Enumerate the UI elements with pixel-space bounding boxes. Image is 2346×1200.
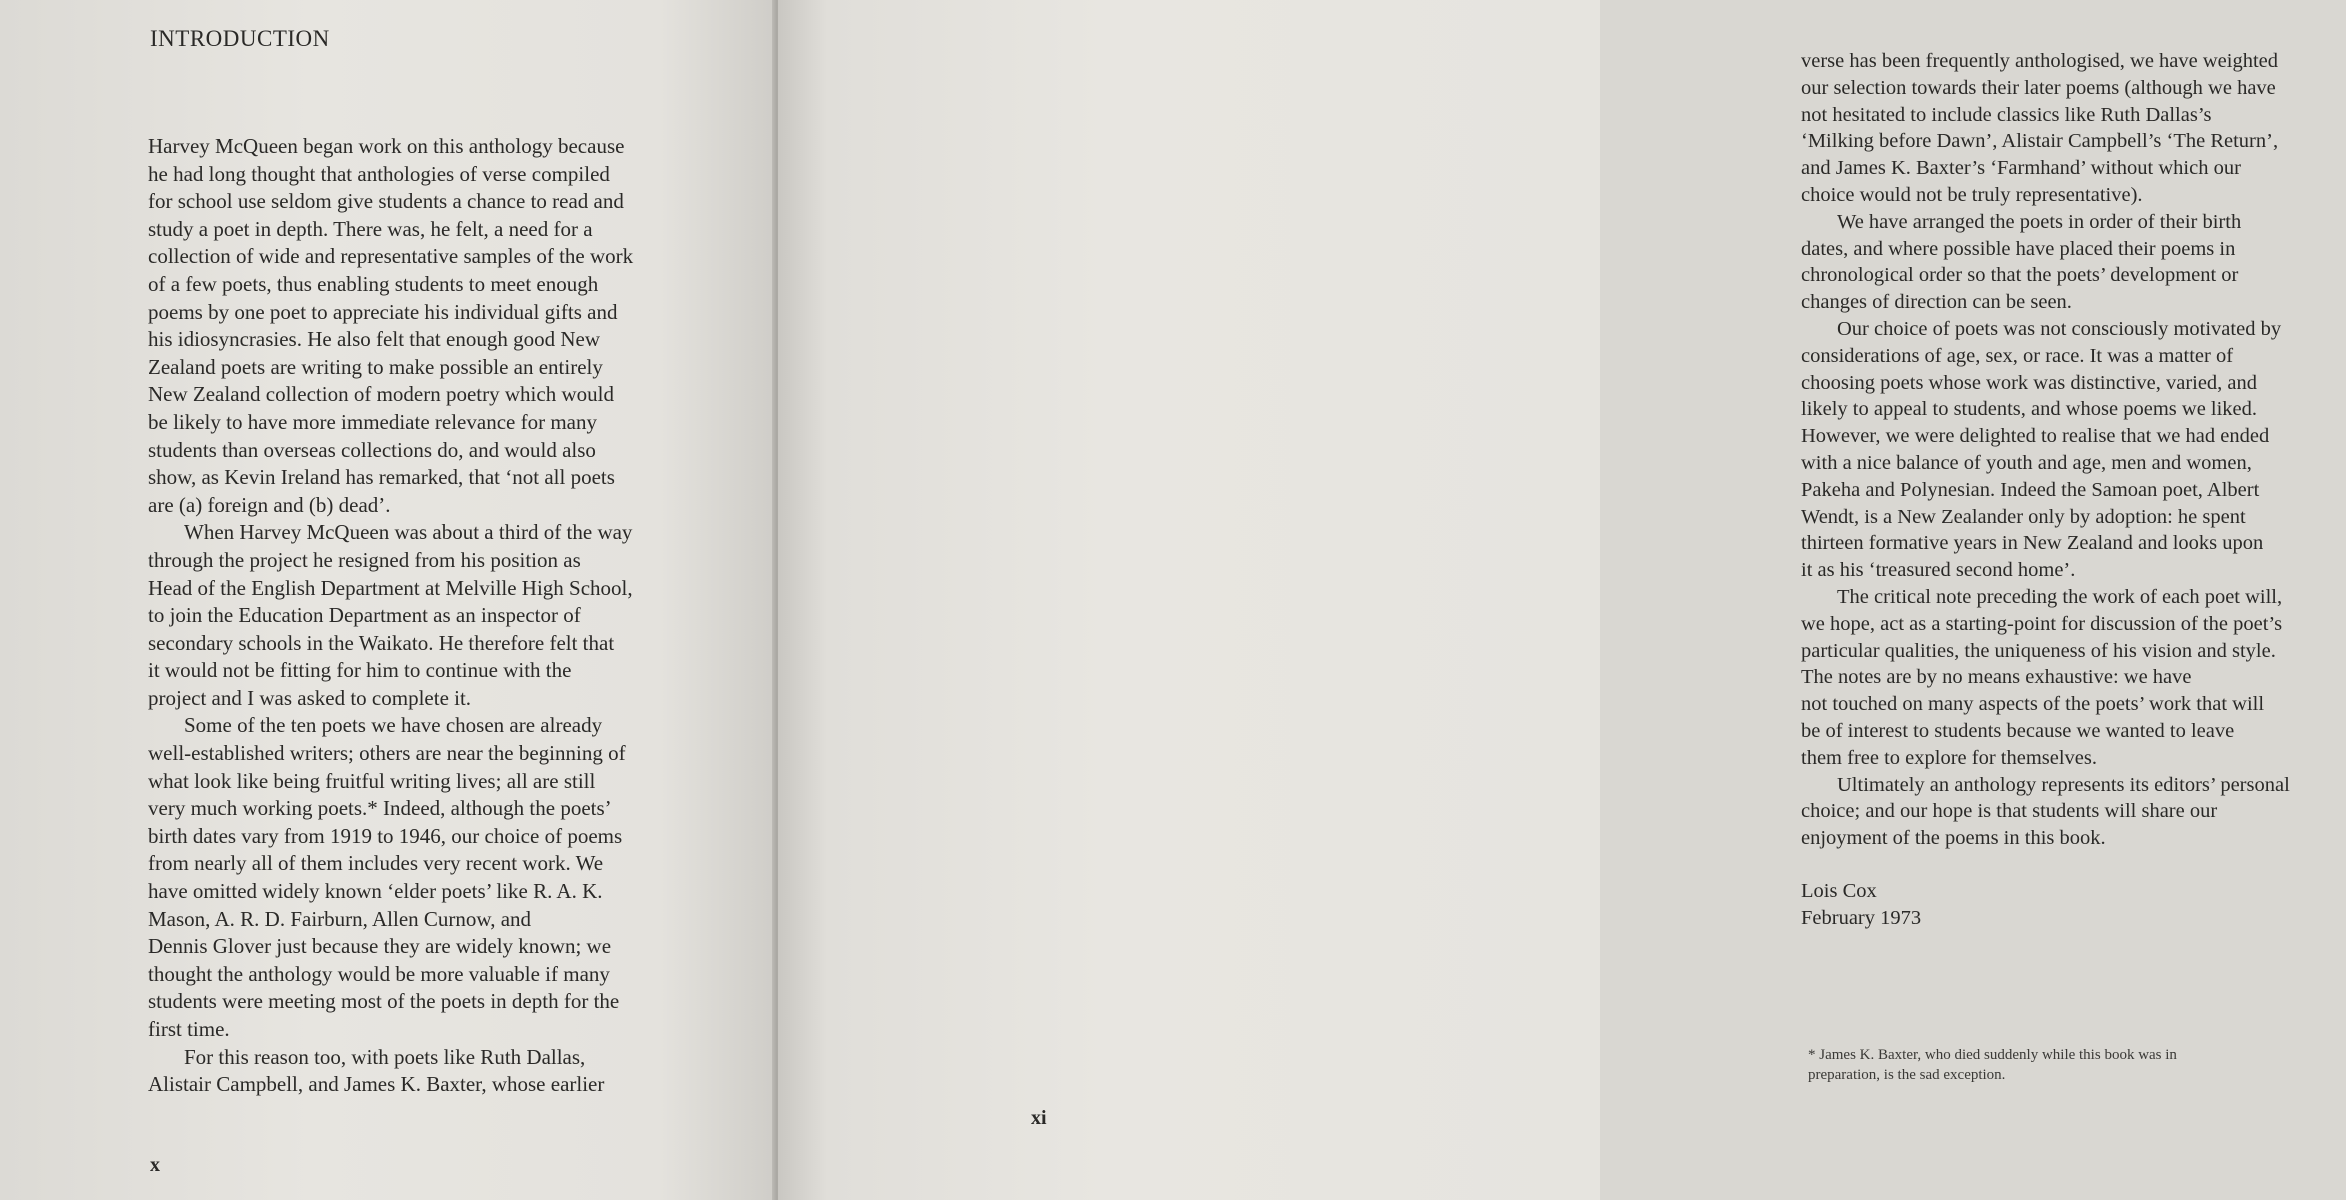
- text-line: Our choice of poets was not consciously motivated by: [1837, 317, 2282, 340]
- text-line: very much working poets.* Indeed, although the poets’: [148, 796, 612, 821]
- text-line: When Harvey McQueen was about a third of the way: [184, 520, 633, 545]
- paragraph: [148, 712, 708, 1043]
- text-line: enjoyment of the poems in this book.: [1801, 827, 2106, 850]
- text-line: not hesitated to include classics like Ruth Dallas’s: [1801, 103, 2212, 126]
- text-line: Pakeha and Polynesian. Indeed the Samoan poet, Albert: [1801, 478, 2260, 501]
- text-line: Wendt, is a New Zealander only by adoption: he spent: [1801, 505, 2246, 528]
- text-line: changes of direction can be seen.: [1801, 291, 2072, 314]
- paragraph: [148, 1044, 708, 1099]
- paragraph: [1801, 209, 2346, 316]
- text-line: ‘Milking before Dawn’, Alistair Campbell’s ‘The Return’,: [1801, 130, 2279, 153]
- text-line: be likely to have more immediate relevance for many: [148, 409, 597, 434]
- page-number-left: x: [150, 1154, 160, 1176]
- signature-date: February 1973: [1801, 906, 1922, 929]
- text-line: and James K. Baxter’s ‘Farmhand’ without which our: [1801, 157, 2241, 180]
- text-line: to join the Education Department as an inspector of: [148, 603, 581, 628]
- text-line: secondary schools in the Waikato. He therefore felt that: [148, 630, 615, 655]
- text-line: thirteen formative years in New Zealand and looks upon: [1801, 532, 2264, 555]
- paragraph: [148, 519, 708, 712]
- text-line: particular qualities, the uniqueness of his vision and style.: [1801, 639, 2276, 662]
- text-line: what look like being fruitful writing lives; all are still: [148, 768, 596, 793]
- text-line: considerations of age, sex, or race. It was a matter of: [1801, 344, 2234, 367]
- text-line: Head of the English Department at Melville High School,: [148, 575, 633, 600]
- text-line: it as his ‘treasured second home’.: [1801, 559, 2076, 582]
- text-line: students were meeting most of the poets in depth for the: [148, 989, 620, 1014]
- right-page-text: [1801, 48, 2346, 932]
- text-line: choosing poets whose work was distinctive, varied, and: [1801, 371, 2258, 394]
- right-page: [778, 0, 2290, 1200]
- text-line: chronological order so that the poets’ development or: [1801, 264, 2239, 287]
- text-line: it would not be fitting for him to continue with the: [148, 658, 572, 683]
- text-line: For this reason too, with poets like Ruth Dallas,: [184, 1044, 586, 1069]
- text-line: The notes are by no means exhaustive: we have: [1801, 666, 2192, 689]
- text-line: show, as Kevin Ireland has remarked, that ‘not all poets: [148, 465, 615, 490]
- text-line: choice; and our hope is that students will share our: [1801, 800, 2218, 823]
- text-line: Ultimately an anthology represents its editors’ personal: [1837, 773, 2290, 796]
- signature-block: [1801, 878, 2346, 932]
- text-line: our selection towards their later poems (although we have: [1801, 76, 2276, 99]
- text-line: are (a) foreign and (b) dead’.: [148, 492, 391, 517]
- chapter-heading: INTRODUCTION: [150, 26, 330, 51]
- text-line: New Zealand collection of modern poetry which would: [148, 382, 614, 407]
- text-line: Dennis Glover just because they are widely known; we: [148, 934, 612, 959]
- paragraph: [1801, 772, 2346, 852]
- text-line: Some of the ten poets we have chosen are already: [184, 713, 603, 738]
- footnote-line: preparation, is the sad exception.: [1808, 1067, 2006, 1083]
- text-line: verse has been frequently anthologised, we have weighted: [1801, 50, 2279, 72]
- text-line: Harvey McQueen began work on this anthology because: [148, 134, 625, 158]
- left-page: [0, 0, 776, 1200]
- paragraph: [1801, 316, 2346, 584]
- text-line: poems by one poet to appreciate his individual gifts and: [148, 299, 618, 324]
- text-line: project and I was asked to complete it.: [148, 685, 472, 710]
- footnote-line: * James K. Baxter, who died suddenly while this book was in: [1808, 1047, 2177, 1063]
- text-line: first time.: [148, 1017, 230, 1041]
- text-line: likely to appeal to students, and whose poems we liked.: [1801, 398, 2258, 421]
- text-line: with a nice balance of youth and age, men and women,: [1801, 451, 2252, 474]
- page-number-right: xi: [1031, 1107, 1047, 1129]
- text-line: students than overseas collections do, and would also: [148, 437, 596, 462]
- text-line: them free to explore for themselves.: [1801, 746, 2097, 769]
- text-line: collection of wide and representative samples of the work: [148, 244, 634, 269]
- paragraph: [1801, 48, 2346, 209]
- text-line: be of interest to students because we wanted to leave: [1801, 719, 2235, 742]
- text-line: The critical note preceding the work of each poet will,: [1837, 585, 2283, 608]
- paragraph: [148, 133, 708, 519]
- signature-name: Lois Cox: [1801, 879, 1877, 902]
- text-line: Alistair Campbell, and James K. Baxter, whose earlier: [148, 1072, 605, 1097]
- text-line: Mason, A. R. D. Fairburn, Allen Curnow, and: [148, 906, 532, 931]
- text-line: dates, and where possible have placed their poems in: [1801, 237, 2236, 260]
- text-line: study a poet in depth. There was, he felt, a need for a: [148, 216, 593, 241]
- text-line: choice would not be truly representative).: [1801, 183, 2143, 206]
- text-line: thought the anthology would be more valuable if many: [148, 961, 610, 986]
- text-line: we hope, act as a starting-point for discussion of the poet’s: [1801, 612, 2283, 635]
- text-line: However, we were delighted to realise that we had ended: [1801, 425, 2270, 448]
- text-line: birth dates vary from 1919 to 1946, our choice of poems: [148, 823, 623, 848]
- text-line: for school use seldom give students a chance to read and: [148, 189, 624, 214]
- text-line: from nearly all of them includes very recent work. We: [148, 851, 604, 876]
- text-line: he had long thought that anthologies of verse compiled: [148, 161, 610, 186]
- footnote: [1808, 1045, 2328, 1085]
- paragraph: [1801, 584, 2346, 772]
- text-line: have omitted widely known ‘elder poets’ like R. A. K.: [148, 879, 603, 904]
- text-line: not touched on many aspects of the poets’ work that will: [1801, 693, 2265, 716]
- left-page-text: [148, 133, 708, 1099]
- text-line: his idiosyncrasies. He also felt that enough good New: [148, 327, 600, 352]
- text-line: through the project he resigned from his position as: [148, 547, 581, 572]
- text-line: well-established writers; others are near the beginning of: [148, 741, 626, 766]
- text-line: We have arranged the poets in order of their birth: [1837, 210, 2242, 233]
- text-line: Zealand poets are writing to make possible an entirely: [148, 354, 603, 379]
- text-line: of a few poets, thus enabling students to meet enough: [148, 271, 599, 296]
